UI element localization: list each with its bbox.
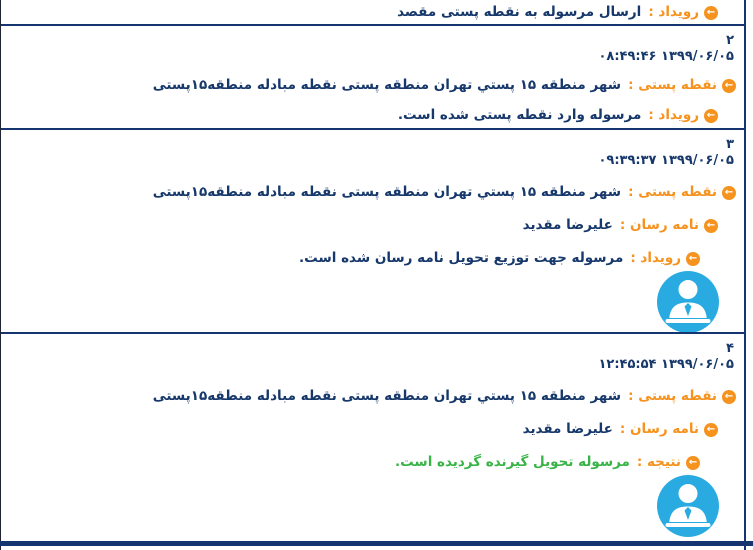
- event-detail-line: [1, 76, 744, 95]
- tracking-event-row: [1, 130, 744, 334]
- event-detail-line: [1, 420, 744, 439]
- event-field-value: مرسوله جهت توزیع تحویل نامه رسان شده است.: [299, 250, 624, 266]
- event-field-label: نقطه پستی :: [628, 184, 717, 200]
- event-lines: [1, 76, 744, 125]
- event-field-label: نامه رسان :: [619, 217, 699, 233]
- tracking-event-row: [1, 26, 744, 130]
- event-field-value: شهر منطقه ۱۵ پستي تهران منطقه پستی نقطه مبادله منطقه۱۵پستی: [152, 388, 622, 404]
- event-timestamp: ۰۸:۴۹:۴۶ ۱۳۹۹/۰۶/۰۵: [598, 49, 734, 64]
- event-field-label: رویداد :: [648, 107, 699, 123]
- arrow-bullet-icon: ←: [722, 390, 736, 404]
- event-detail-line: [1, 216, 744, 235]
- event-field-label: نقطه پستی :: [628, 77, 717, 93]
- arrow-bullet-icon: ←: [704, 6, 718, 20]
- event-field-label: نتیجه :: [636, 454, 681, 470]
- event-sequence-number: ۲: [726, 33, 734, 48]
- event-detail-line: [1, 453, 744, 472]
- arrow-bullet-icon: ←: [686, 456, 700, 470]
- footer-divider-bar: [0, 541, 753, 546]
- event-field-label: رویداد :: [630, 250, 681, 266]
- event-sequence-number: ۳: [726, 137, 734, 152]
- event-field-value: علیرضا مقدید: [522, 421, 613, 437]
- arrow-bullet-icon: ←: [704, 423, 718, 437]
- event-field-value: ارسال مرسوله به نقطه پستی مقصد: [397, 4, 642, 20]
- event-row-partial: [1, 0, 744, 26]
- arrow-bullet-icon: ←: [722, 79, 736, 93]
- event-lines: [1, 387, 744, 538]
- event-field-label: رویداد :: [648, 4, 699, 20]
- event-field-label: نقطه پستی :: [628, 388, 717, 404]
- courier-avatar-icon: [656, 270, 720, 334]
- tracking-event-row: [1, 334, 744, 541]
- event-detail-line: [1, 3, 744, 22]
- event-timestamp: ۰۹:۳۹:۳۷ ۱۳۹۹/۰۶/۰۵: [598, 153, 734, 168]
- events-list: [1, 26, 744, 541]
- event-field-value: مرسوله وارد نقطه پستی شده است.: [397, 107, 642, 123]
- event-timestamp: ۱۲:۴۵:۵۴ ۱۳۹۹/۰۶/۰۵: [598, 357, 734, 372]
- event-field-value: مرسوله تحویل گیرنده گردیده است.: [395, 454, 630, 470]
- arrow-bullet-icon: ←: [722, 186, 736, 200]
- arrow-bullet-icon: ←: [704, 219, 718, 233]
- event-field-label: نامه رسان :: [619, 421, 699, 437]
- event-lines: [1, 183, 744, 334]
- event-field-value: شهر منطقه ۱۵ پستي تهران منطقه پستی نقطه مبادله منطقه۱۵پستی: [152, 184, 622, 200]
- event-detail-line: [1, 106, 744, 125]
- arrow-bullet-icon: ←: [704, 109, 718, 123]
- courier-avatar-icon: [656, 474, 720, 538]
- arrow-bullet-icon: ←: [686, 252, 700, 266]
- event-detail-line: [1, 183, 744, 202]
- event-detail-line: [1, 387, 744, 406]
- event-field-value: علیرضا مقدید: [522, 217, 613, 233]
- event-detail-line: [1, 249, 744, 268]
- event-sequence-number: ۴: [726, 341, 734, 356]
- event-field-value: شهر منطقه ۱۵ پستي تهران منطقه پستی نقطه مبادله منطقه۱۵پستی: [152, 77, 622, 93]
